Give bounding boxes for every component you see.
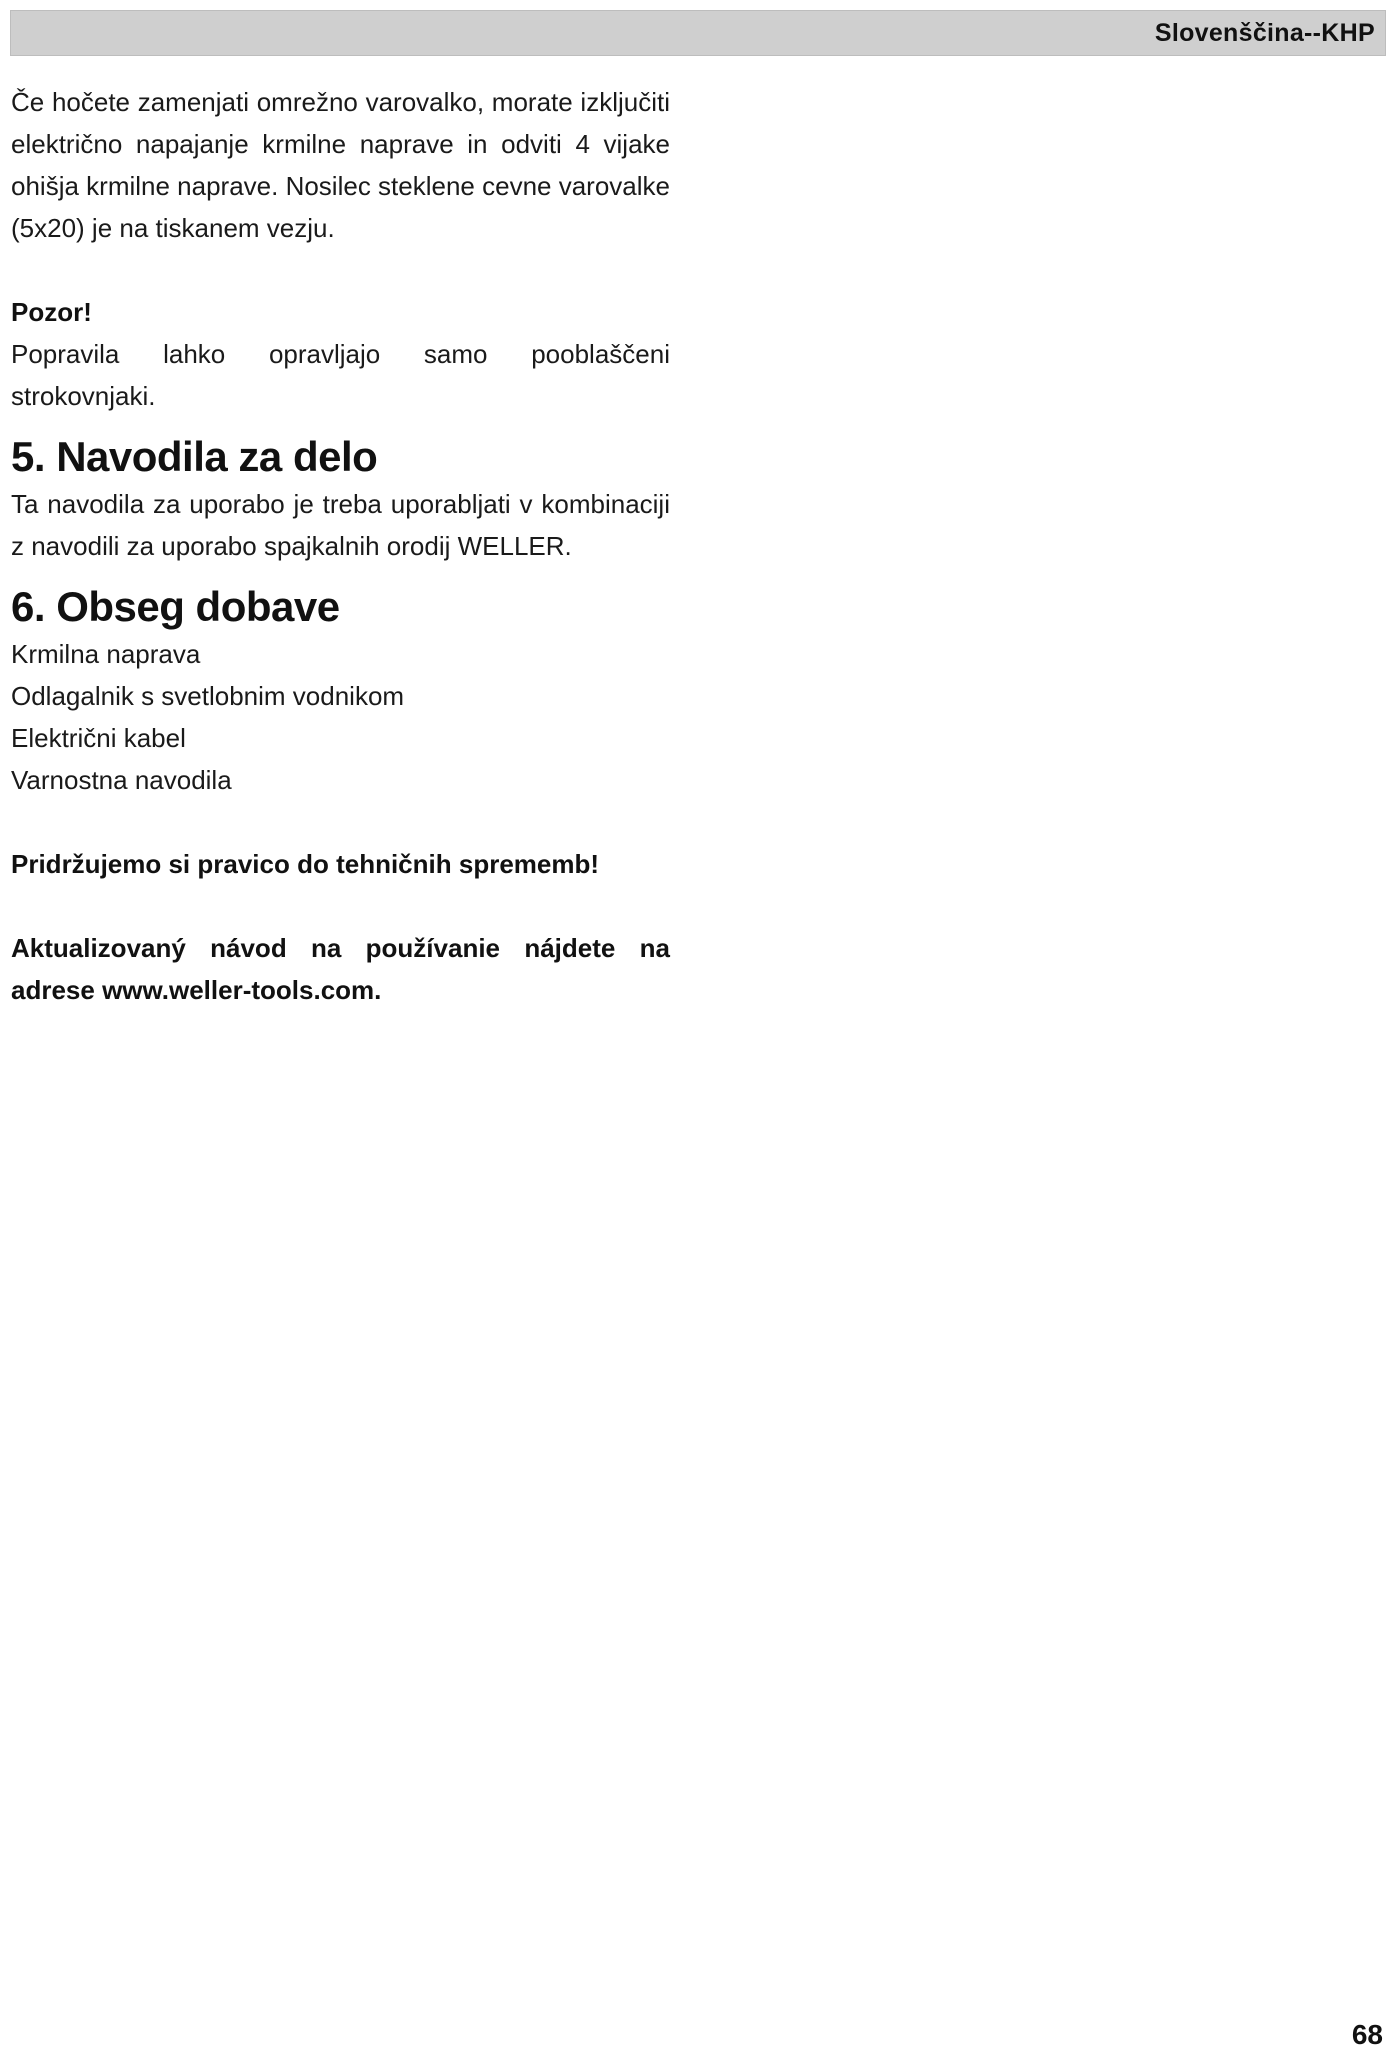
warning-label: Pozor! [11,297,92,327]
section-5-text: Ta navodila za uporabo je treba uporabljati v kombinaciji z navodili za uporabo spajkalnih orodij WELLER. [11,489,670,561]
spacer [11,249,670,291]
spacer [11,801,670,843]
spacer [11,567,670,581]
list-item: Električni kabel [11,723,186,753]
list-item: Krmilna naprava [11,639,201,669]
intro-paragraph: Če hočete zamenjati omrežno varovalko, morate izključiti električno napajanje krmilne naprave in odviti 4 vijake ohišja krmilne naprave. Nosilec steklene cevne varovalke (5x20) je na tiskanem vezju. [11,87,670,243]
page-content [11,81,670,1011]
section-5-heading: 5. Navodila za delo [11,433,378,480]
list-item: Varnostna navodila [11,765,232,795]
delivery-list [11,633,670,801]
warning-text: Popravila lahko opravljajo samo pooblaščeni strokovnjaki. [11,339,670,411]
list-item: Odlagalnik s svetlobnim vodnikom [11,681,405,711]
section-6-heading: 6. Obseg dobave [11,583,340,630]
rights-notice: Pridržujemo si pravico do tehničnih sprememb! [11,849,600,879]
header-title: Slovenščina--KHP [1154,19,1375,47]
spacer [11,417,670,431]
online-manual-notice: Aktualizovaný návod na používanie nájdete na adrese www.weller-tools.com. [11,933,670,1005]
header-bar [10,10,1386,56]
spacer [11,885,670,927]
page-number: 68 [1351,2019,1383,2050]
